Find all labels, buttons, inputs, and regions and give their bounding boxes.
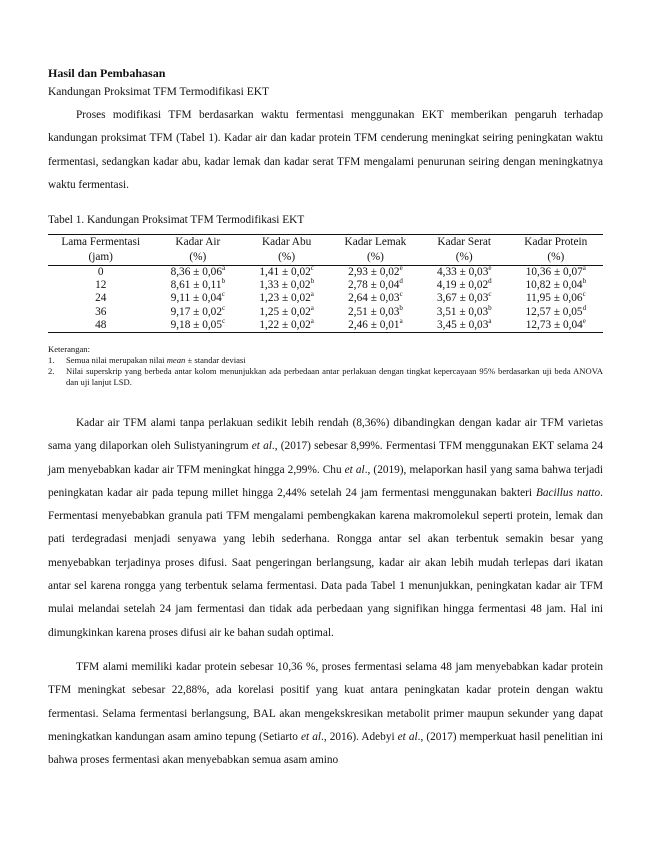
text-run: . Fermentasi menyebabkan granula pati TFM mengalami pembengkakan karena makromolekul seperti protein, lemak dan pati terdegradasi menjadi senyawa yang lebih sederhana. Rongga antar sel akan terbentuk semakin besar yang menyebabkan terjadinya proses difusi. Saat pengeringan berlangsung, kadar air akan lebih mudah terlepas dari ikatan antar sel karena rongga yang terbentuk selama fermentasi. Data pada Tabel 1 menunjukkan, peningkatan kadar air TFM mulai melandai setelah 24 jam fermentasi dan tidak ada perbedaan yang signifikan hingga fermentasi 48 jam. Hal ini dimungkinkan karena proses difusi air ke bahan sudah optimal. [48,486,603,639]
table-cell-time [48,306,153,319]
paragraph-kadar-protein [48,656,603,772]
text-italic: et al [251,440,272,453]
significance-superscript: c [221,303,226,312]
significance-superscript: b [310,277,315,286]
table-cell-value [242,319,331,333]
cell-value: 1,22 ± 0,02 [259,318,311,331]
cell-value: 4,19 ± 0,02 [436,279,489,292]
table-header-units-row [48,250,603,266]
cell-value: 9,17 ± 0,02 [170,305,222,318]
table-cell-value [509,319,603,333]
significance-superscript: b [399,303,403,312]
significance-superscript: d [488,277,492,286]
table-row [48,319,603,333]
table-row [48,306,603,319]
significance-superscript: a [399,317,403,326]
significance-superscript: c [488,290,492,299]
text-run: ., (2017) sebesar 8,99%. Fermentasi TFM menggunakan EKT selama 24 jam menyebabkan kadar air TFM meningkat hingga 2,99%. Chu [48,440,603,476]
table-header-row [48,235,603,251]
significance-superscript: a [310,290,314,299]
significance-superscript: a [488,317,492,326]
note-item [48,355,603,366]
table-caption: Tabel 1. Kandungan Proksimat TFM Termodifikasi EKT [48,214,305,226]
cell-value: 0 [97,266,104,278]
table-cell-value [242,279,331,292]
note-text [66,355,246,366]
significance-superscript: a [221,264,226,273]
significance-superscript: d [582,303,587,312]
note-number: 1. [48,355,55,365]
table-cell-value [331,266,420,280]
header-unit: (%) [509,250,603,266]
paragraph-intro: Proses modifikasi TFM berdasarkan waktu fermentasi menggunakan EKT memberikan pengaruh terhadap kandungan proksimat TFM (Tabel 1). Kadar air dan kadar protein TFM cenderung meningkat seiring peningkatan waktu fermentasi, sedangkan kadar abu, kadar lemak dan kadar serat TFM mengalami penurunan seiring dengan meningkatnya waktu fermentasi. [48,109,603,191]
text-run: ., (2019), melaporkan hasil yang sama bahwa terjadi peningkatan kadar air pada tepung millet hingga 2,44% setelah 24 jam fermentasi menggunakan bakteri [48,463,604,499]
text-italic: et al [397,730,418,743]
cell-value: 8,61 ± 0,11 [170,279,222,292]
cell-value: 4,33 ± 0,03 [436,266,489,278]
cell-value: 3,51 ± 0,03 [436,305,489,318]
table-cell-value [331,279,420,292]
text-run: ., 2016). Adebyi [321,730,398,743]
table-cell-value [420,303,509,319]
text-run: ., (2017) memperkuat hasil penelitian ini bahwa proses fermentasi akan menyebabkan semua asam amino [48,730,604,767]
header-kadar-serat: Kadar Serat [420,235,509,251]
cell-value: 12,57 ± 0,05 [525,305,583,318]
significance-superscript: c [221,317,226,326]
header-unit: (%) [242,250,331,266]
header-unit: (jam) [48,250,153,266]
note-text-part: ± standar deviasi [185,355,246,365]
significance-superscript: c [310,264,314,273]
table-cell-value [420,292,509,305]
cell-value: 11,95 ± 0,06 [525,292,583,305]
table-cell-value [153,292,242,305]
table-row [48,266,603,280]
table-cell-value [331,303,420,319]
notes-label: Keterangan: [48,344,90,354]
cell-value: 1,33 ± 0,02 [259,279,311,292]
proximate-table [48,234,603,333]
paragraph-kadar-air [48,412,603,645]
cell-value: 2,51 ± 0,03 [347,305,400,318]
note-text-italic: mean [166,355,186,365]
cell-value: 1,23 ± 0,02 [259,292,311,305]
cell-value: 2,78 ± 0,04 [347,279,400,292]
table-cell-time [48,279,153,292]
cell-value: 2,64 ± 0,03 [348,292,400,305]
cell-value: 1,41 ± 0,02 [259,266,311,278]
header-kadar-abu: Kadar Abu [242,235,331,251]
header-unit: (%) [420,250,509,266]
table-row [48,292,603,305]
table-cell-value [509,279,603,292]
table-cell-value [153,319,242,333]
significance-superscript: c [399,290,403,299]
cell-value: 2,46 ± 0,01 [348,318,400,331]
table-cell-value [420,266,509,280]
significance-superscript: b [488,303,492,312]
note-text-part: Semua nilai merupakan nilai [66,355,167,365]
cell-value: 8,36 ± 0,06 [170,266,222,278]
header-unit: (%) [153,250,242,266]
table-cell-time [48,319,153,333]
significance-superscript: d [399,277,403,286]
table-cell-value [153,279,242,292]
text-run: Kadar air TFM alami tanpa perlakuan sedikit lebih rendah (8,36%) dibandingkan dengan kadar air TFM varietas sama yang dilaporkan oleh Sulistyaningrum [48,417,603,453]
significance-superscript: e [488,264,492,273]
table-cell-value [509,292,603,305]
table-cell-time [48,266,153,280]
significance-superscript: c [221,290,225,299]
text-run: TFM alami memiliki kadar protein sebesar 10,36 %, proses fermentasi selama 48 jam menyebabkan kadar protein TFM meningkat sebesar 22,88%, ada korelasi positif yang kuat antara peningkatan kadar protein dengan waktu fermentasi. Selama fermentasi berlangsung, BAL akan mengekskresikan metabolit primer maupun sekunder yang dapat meningkatkan kandungan asam amino tepung (Setiarto [48,661,603,743]
significance-superscript: e [582,317,586,326]
cell-value: 48 [95,318,107,331]
cell-value: 3,67 ± 0,03 [436,292,489,305]
table-cell-value [331,319,420,333]
cell-value: 3,45 ± 0,03 [436,318,489,331]
note-number: 2. [48,366,55,376]
cell-value: 9,11 ± 0,04 [170,292,222,305]
table-body [48,266,603,333]
text-italic: et al [344,463,365,476]
section-heading: Hasil dan Pembahasan [48,66,166,80]
header-kadar-lemak: Kadar Lemak [331,235,420,251]
cell-value: 10,82 ± 0,04 [525,279,583,292]
table-row [48,279,603,292]
table-cell-value [153,303,242,319]
table-cell-value [420,319,509,333]
header-kadar-protein: Kadar Protein [509,235,603,251]
significance-superscript: a [310,317,314,326]
subsection-heading: Kandungan Proksimat TFM Termodifikasi EKT [48,86,270,98]
significance-superscript: e [399,264,403,273]
note-text: Nilai superskrip yang berbeda antar kolom menunjukkan ada perbedaan antar perlakuan dengan tingkat kepercayaan 95% berdasarkan uji beda ANOVA dan uji lanjut LSD. [66,366,603,387]
table-cell-value [242,303,331,319]
table-cell-value [509,303,603,319]
cell-value: 12,73 ± 0,04 [525,318,583,331]
significance-superscript: b [582,277,587,286]
cell-value: 2,93 ± 0,02 [348,266,400,278]
note-item [48,366,603,388]
cell-value: 10,36 ± 0,07 [525,266,583,278]
cell-value: 36 [95,305,107,318]
header-unit: (%) [331,250,420,266]
table-cell-value [509,266,603,280]
header-lama-fermentasi: Lama Fermentasi [48,235,153,251]
text-italic: Bacillus natto [535,486,601,499]
table-notes [48,344,603,388]
text-italic: et al [301,730,322,743]
table-cell-value [242,292,331,305]
table-cell-value [242,266,331,280]
significance-superscript: a [310,303,314,312]
cell-value: 12 [95,279,107,292]
table-cell-value [420,279,509,292]
cell-value: 9,18 ± 0,05 [170,318,222,331]
cell-value: 24 [95,292,107,305]
significance-superscript: c [582,290,586,299]
table-cell-value [331,292,420,305]
significance-superscript: a [582,264,586,273]
table-cell-value [153,266,242,280]
header-kadar-air: Kadar Air [153,235,242,251]
cell-value: 1,25 ± 0,02 [259,305,311,318]
table-cell-time [48,292,153,305]
significance-superscript: b [221,277,226,286]
